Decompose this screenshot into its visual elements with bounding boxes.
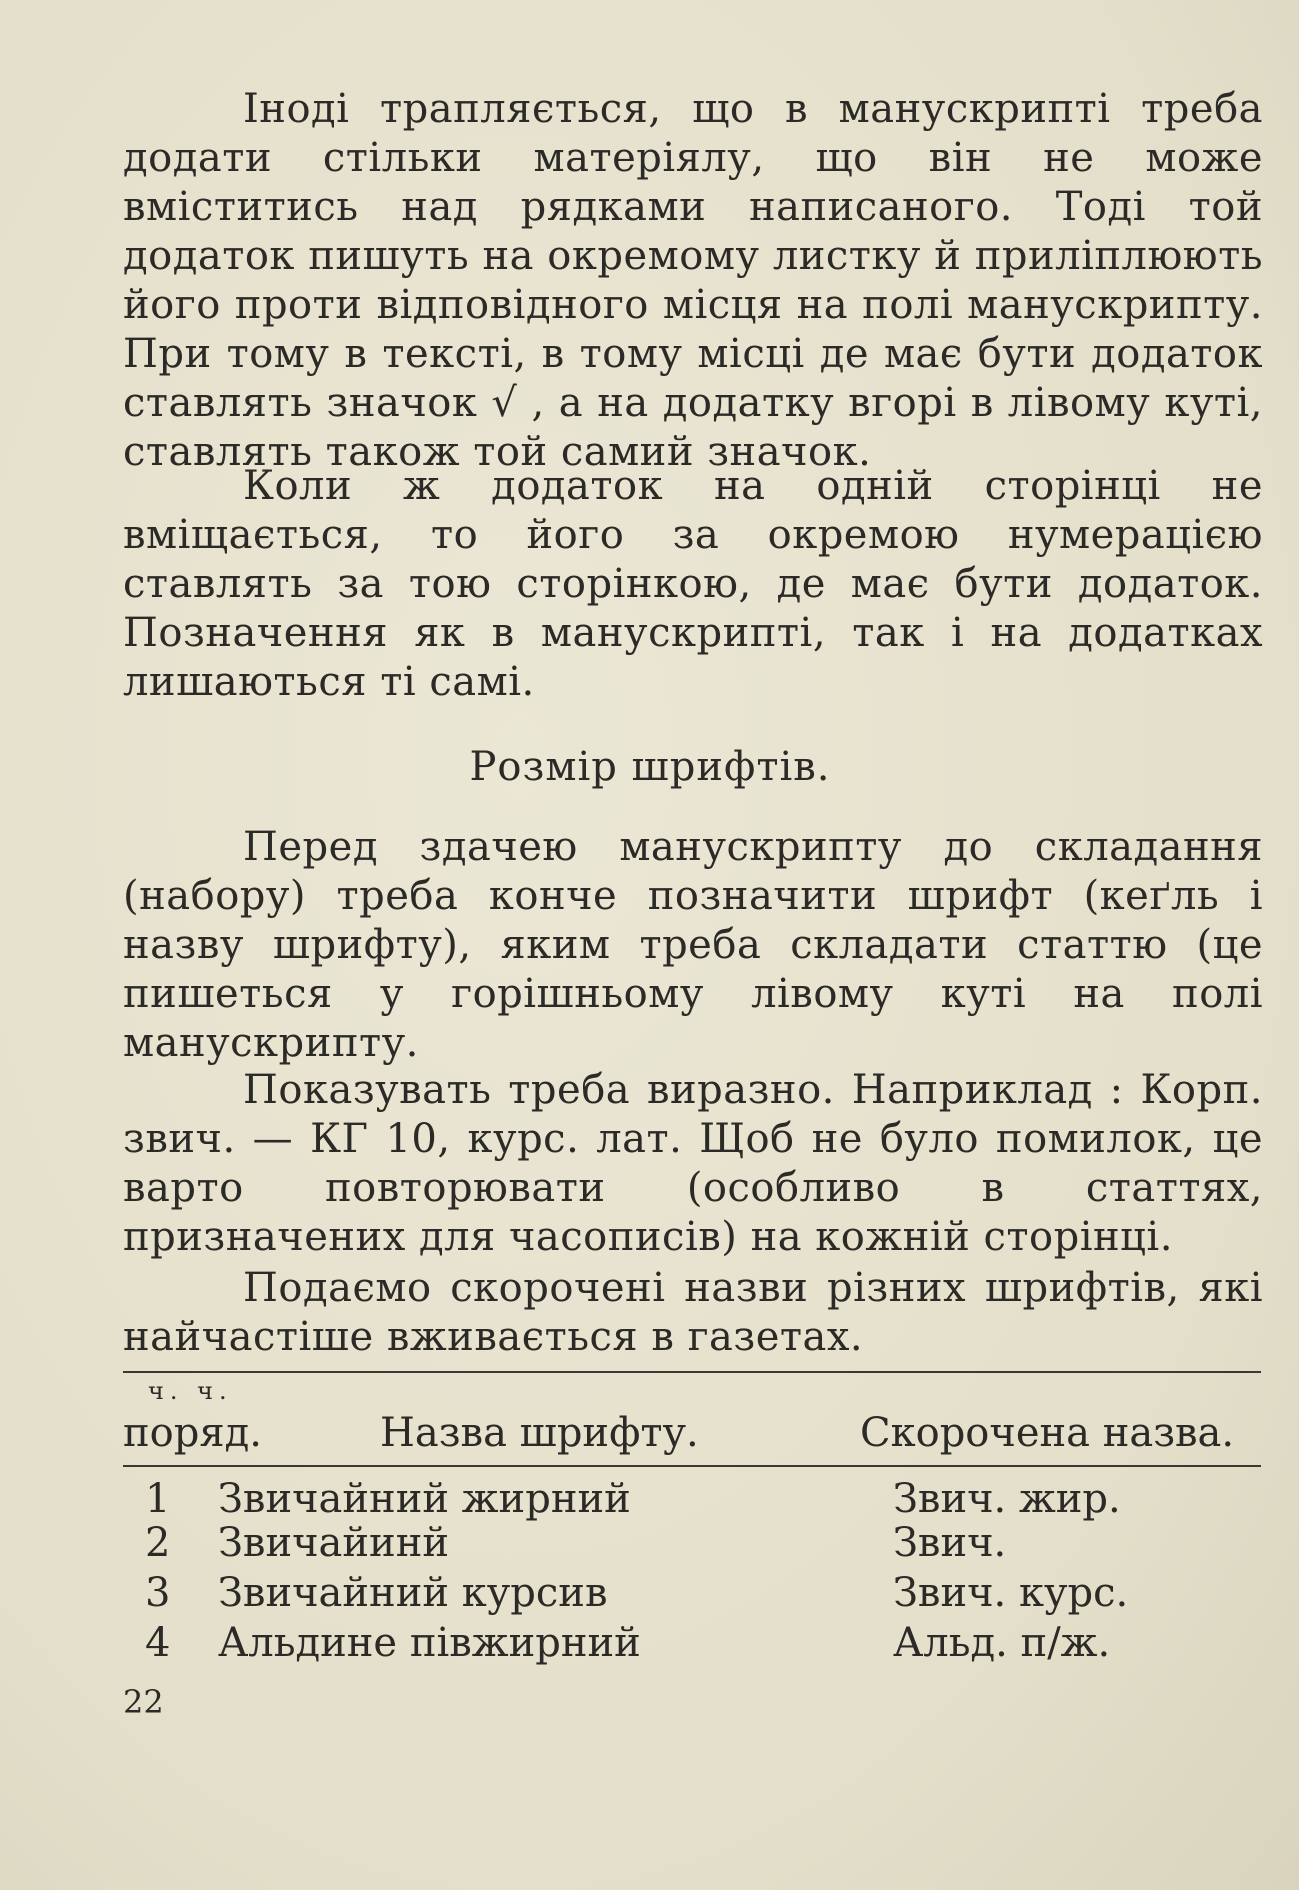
table-row (123, 1476, 1261, 1521)
row-font-name: Звичайний курсив (218, 1570, 608, 1616)
row-font-abbreviation: Звич. (893, 1520, 1007, 1566)
section-heading: Розмір шрифтів. (469, 744, 831, 790)
row-number: 1 (145, 1476, 171, 1522)
paragraph-4-text: Показувать треба виразно. Наприклад : Корп. звич. — КГ 10, курс. лат. Щоб не було помилок, це варто повторювати (особливо в статтях, призначених для часописів) на кожній сторінці. (123, 1067, 1263, 1260)
page-number: 22 (123, 1683, 164, 1721)
paragraph-3-text: Перед здачею манускрипту до складання (набору) треба конче позначити шрифт (кеґль і назву шрифту), яким треба складати статтю (це пишеться у горішньому лівому куті на полі манускрипту. (123, 824, 1263, 1066)
paragraph-5-text: Подаємо скорочені назви різних шрифтів, які найчастіше вживається в газетах. (123, 1265, 1263, 1360)
paragraph-1-text: Іноді трапляється, що в манускрипті треба додати стільки матеріялу, що він не може вміститись над рядками написаного. Тоді той додаток пишуть на окремому листку й приліплюють його проти відповідного місця на полі манускрипту. При тому в тексті, в тому місці де має бути додаток ставлять значок √ , а на додатку вгорі в лівому куті, ставлять також той самий значок. (123, 86, 1263, 475)
table-header-number-abbrev: ч. ч. (148, 1377, 233, 1405)
row-number: 4 (145, 1620, 171, 1666)
paragraph-2 (123, 462, 1263, 707)
table-header-rule (123, 1465, 1261, 1467)
row-number: 3 (145, 1570, 171, 1616)
paragraph-5 (123, 1264, 1263, 1362)
row-font-name: Звичайинй (218, 1520, 450, 1566)
paragraph-3 (123, 823, 1263, 1068)
table-row (123, 1520, 1261, 1565)
table-row (123, 1570, 1261, 1615)
row-font-name: Альдине півжирний (218, 1620, 641, 1666)
table-row (123, 1620, 1261, 1665)
row-font-name: Звичайний жирний (218, 1476, 631, 1522)
table-header-abbreviation: Скорочена назва. (860, 1410, 1235, 1456)
paragraph-4 (123, 1066, 1263, 1262)
paragraph-2-text: Коли ж додаток на одній сторінці не вміщається, то його за окремою нумерацією ставлять за тою сторінкою, де має бути додаток. Позначення як в манускрипті, так і на додатках лишаються ті самі. (123, 463, 1263, 705)
row-font-abbreviation: Звич. курс. (893, 1570, 1129, 1616)
table-top-rule (123, 1371, 1261, 1373)
paragraph-1 (123, 85, 1263, 477)
table-header-name: Назва шрифту. (380, 1410, 699, 1456)
row-number: 2 (145, 1520, 171, 1566)
table-header-number: поряд. (123, 1410, 262, 1456)
row-font-abbreviation: Звич. жир. (893, 1476, 1121, 1522)
row-font-abbreviation: Альд. п/ж. (893, 1620, 1111, 1666)
